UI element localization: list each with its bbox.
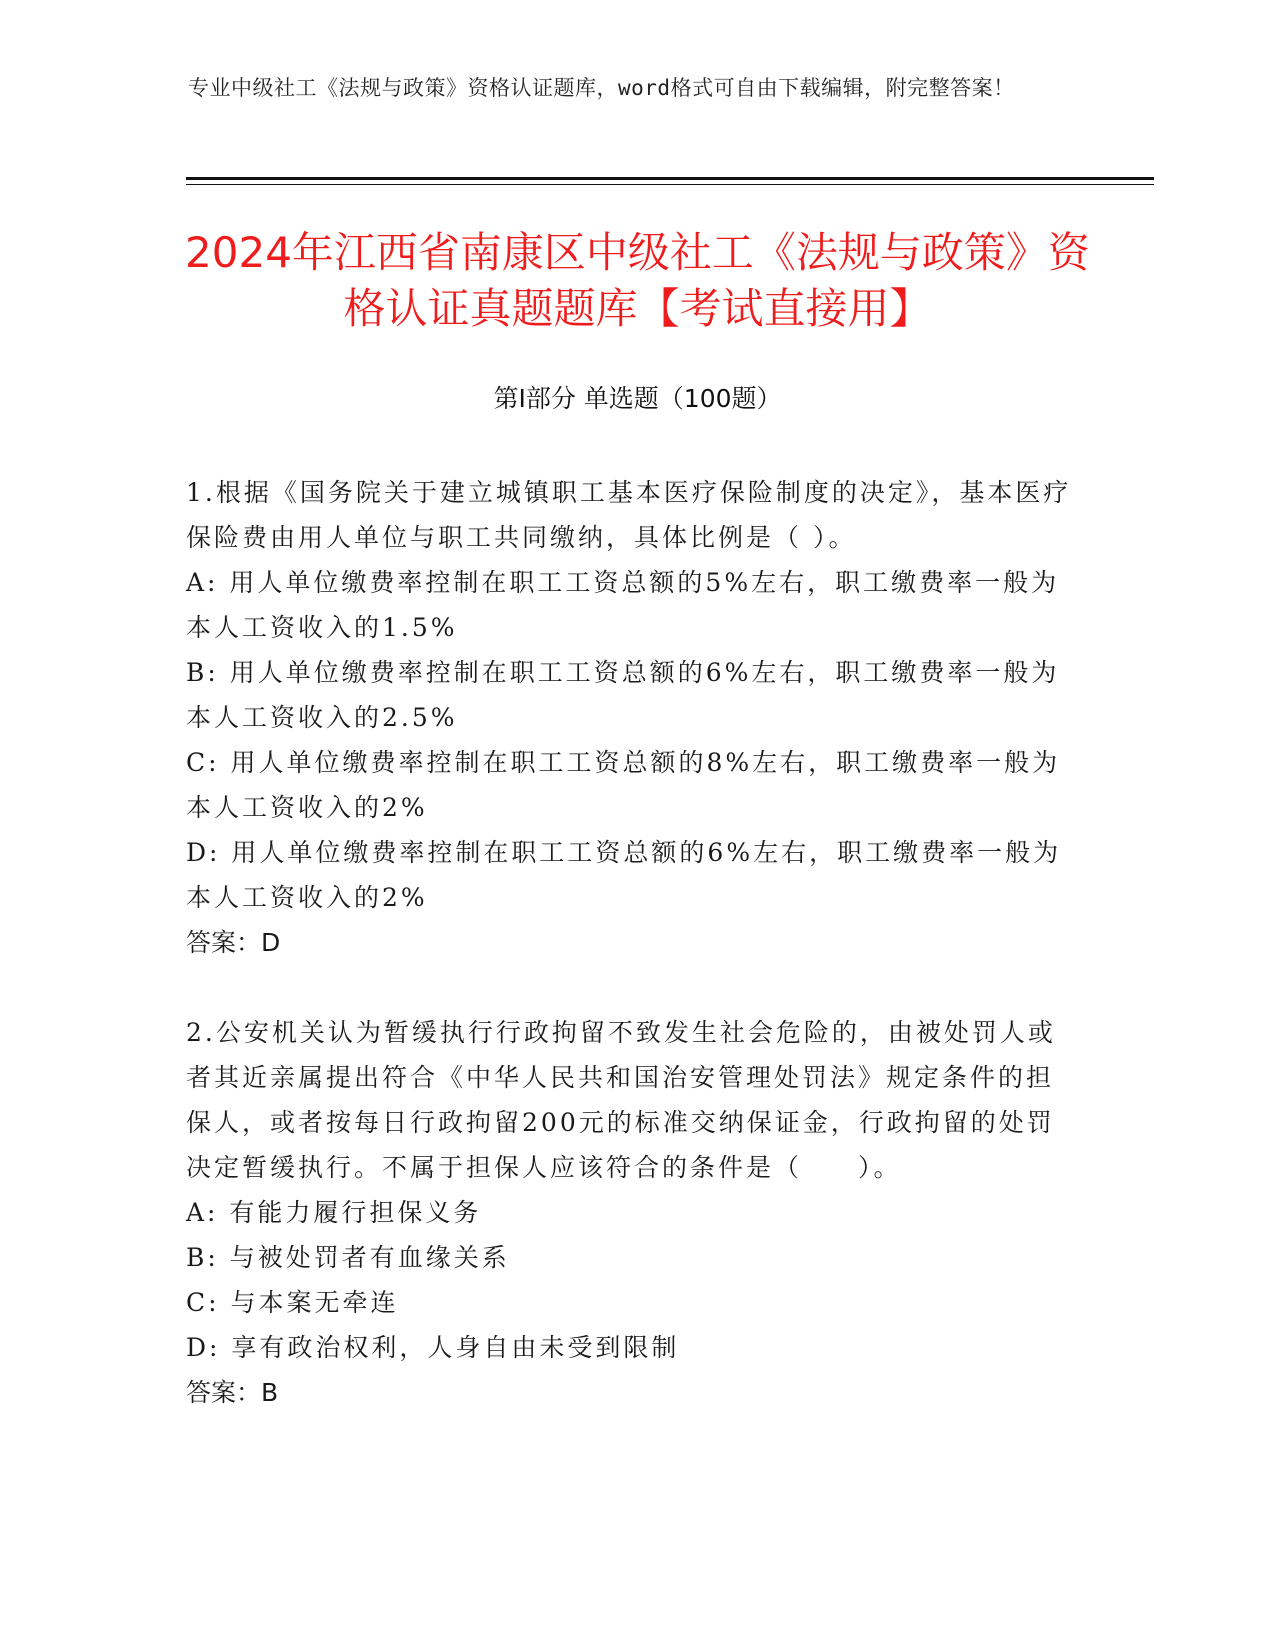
question-2 (186, 1010, 1081, 1415)
option-c: C: 与本案无牵连 (186, 1288, 399, 1317)
question-stem: 1.根据《国务院关于建立城镇职工基本医疗保险制度的决定》，基本医疗保险费由用人单位与职工共同缴纳，具体比例是（ ）。 (186, 478, 1072, 552)
question-spacer (186, 965, 1081, 1010)
answer: 答案：B (186, 1378, 279, 1407)
option-a: A: 用人单位缴费率控制在职工工资总额的5%左右，职工缴费率一般为本人工资收入的1.5% (186, 568, 1060, 642)
header-divider-thin (186, 184, 1154, 185)
question-1 (186, 470, 1081, 965)
option-c: C: 用人单位缴费率控制在职工工资总额的8%左右，职工缴费率一般为本人工资收入的2% (186, 748, 1061, 822)
question-stem: 2.公安机关认为暂缓执行行政拘留不致发生社会危险的，由被处罚人或者其近亲属提出符合《中华人民共和国治安管理处罚法》规定条件的担保人，或者按每日行政拘留200元的标准交纳保证金，行政拘留的处罚决定暂缓执行。不属于担保人应该符合的条件是（ ）。 (186, 1018, 1056, 1182)
option-b: B: 与被处罚者有血缘关系 (186, 1243, 510, 1272)
header-divider-thick (186, 177, 1154, 180)
option-b: B: 用人单位缴费率控制在职工工资总额的6%左右，职工缴费率一般为本人工资收入的2.5% (186, 658, 1060, 732)
option-a: A: 有能力履行担保义务 (186, 1198, 482, 1227)
option-d: D: 用人单位缴费率控制在职工工资总额的6%左右，职工缴费率一般为本人工资收入的2% (186, 838, 1062, 912)
answer: 答案：D (186, 928, 281, 957)
header-note: 专业中级社工《法规与政策》资格认证题库，word格式可自由下载编辑，附完整答案！ (188, 76, 1015, 100)
document-title: 2024年江西省南康区中级社工《法规与政策》资格认证真题题库【考试直接用】 (185, 228, 1090, 333)
question-list (186, 470, 1081, 1415)
section-heading: 第Ⅰ部分 单选题（100题） (493, 384, 782, 413)
option-d: D: 享有政治权利，人身自由未受到限制 (186, 1333, 680, 1362)
